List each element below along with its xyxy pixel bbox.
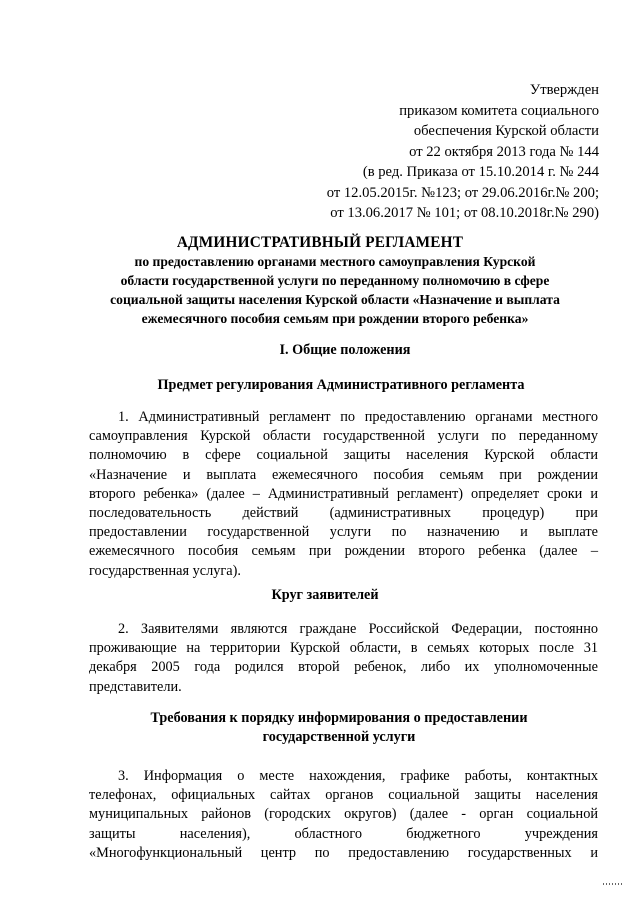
approval-line: приказом комитета социального — [399, 102, 599, 119]
approval-line: обеспечения Курской области — [413, 123, 599, 139]
paragraph-line: ежемесячного пособия семьям при рождении второго ребенка (далее – — [89, 543, 598, 560]
word: учреждения — [524, 825, 598, 842]
document-subtitle — [70, 252, 600, 328]
heading-line: Требования к порядку информирования о предоставлении — [150, 710, 528, 726]
paragraph-line: второго ребенка» (далее – Административный регламент) определяет сроки и — [89, 485, 598, 502]
word: защиты — [89, 825, 136, 842]
applicants-heading: Круг заявителей — [271, 587, 379, 603]
scan-mark — [603, 883, 623, 885]
approval-line: (в ред. Приказа от 15.10.2014 г. № 244 — [362, 164, 599, 180]
paragraph-2 — [89, 620, 598, 697]
subtitle-line: социальной защиты населения Курской области «Назначение и выплата — [110, 292, 560, 307]
paragraph-line: проживающие на территории Курской области, в семьях которых после 31 — [89, 640, 598, 657]
paragraph-line: декабря 2005 года родился второй ребенок, либо их уполномоченные — [89, 659, 598, 676]
approval-line: от 13.06.2017 № 101; от 08.10.2018г.№ 290) — [330, 205, 599, 221]
subject-heading: Предмет регулирования Административного регламента — [157, 377, 525, 393]
paragraph-line: телефонах, официальных сайтах органов социальной защиты населения — [89, 787, 598, 804]
approval-line: Утвержден — [529, 82, 599, 98]
word: областного — [294, 825, 363, 842]
paragraph-line — [89, 825, 598, 844]
section-heading: I. Общие положения — [279, 342, 411, 358]
subtitle-line: ежемесячного пособия семьям при рождении второго ребенка» — [141, 311, 529, 326]
word: последовательность — [89, 505, 212, 522]
paragraph-line: 1. Административный регламент по предоставлению органами местного — [118, 409, 598, 425]
document-title: АДМИНИСТРАТИВНЫЙ РЕГЛАМЕНТ — [176, 234, 464, 251]
subtitle-line: области государственной услуги по переданному полномочию в сфере — [120, 273, 550, 288]
paragraph-line: 3. Информация о месте нахождения, графике работы, контактных — [118, 768, 598, 784]
word: бюджетного — [406, 825, 481, 842]
paragraph-line: представители. — [89, 678, 182, 695]
approval-line: от 12.05.2015г. №123; от 29.06.2016г.№ 200; — [326, 184, 599, 201]
subtitle-line: по предоставлению органами местного самоуправления Курской — [134, 254, 536, 269]
approval-line: от 22 октября 2013 года № 144 — [409, 143, 599, 160]
paragraph-line: полномочию в сфере социальной защиты населения Курской области — [89, 447, 598, 464]
paragraph-line: государственная услуга). — [89, 562, 241, 579]
requirements-heading — [0, 709, 640, 747]
word: (административных — [329, 505, 451, 522]
paragraph-line: «Многофункциональный центр по предоставлению государственных и — [89, 844, 598, 861]
heading-line: государственной услуги — [262, 729, 416, 745]
paragraph-line: 2. Заявителями являются граждане Российской Федерации, постоянно — [118, 621, 598, 637]
paragraph-line: муниципальных районов (городских округов) (далее - орган социальной — [89, 806, 598, 823]
approval-block — [327, 80, 599, 224]
word: населения), — [179, 825, 251, 842]
word: процедур) — [482, 505, 545, 522]
paragraph-line — [89, 504, 598, 523]
paragraph-3 — [89, 767, 598, 863]
paragraph-line: самоуправления Курской области государственной услуги по переданному — [89, 428, 598, 445]
paragraph-line: «Назначение и выплата ежемесячного пособия семьям при рождении — [89, 466, 598, 483]
paragraph-1 — [89, 408, 598, 581]
word: действий — [242, 505, 299, 522]
word: при — [575, 505, 598, 522]
paragraph-line: предоставлении государственной услуги по назначению и выплате — [89, 524, 598, 541]
